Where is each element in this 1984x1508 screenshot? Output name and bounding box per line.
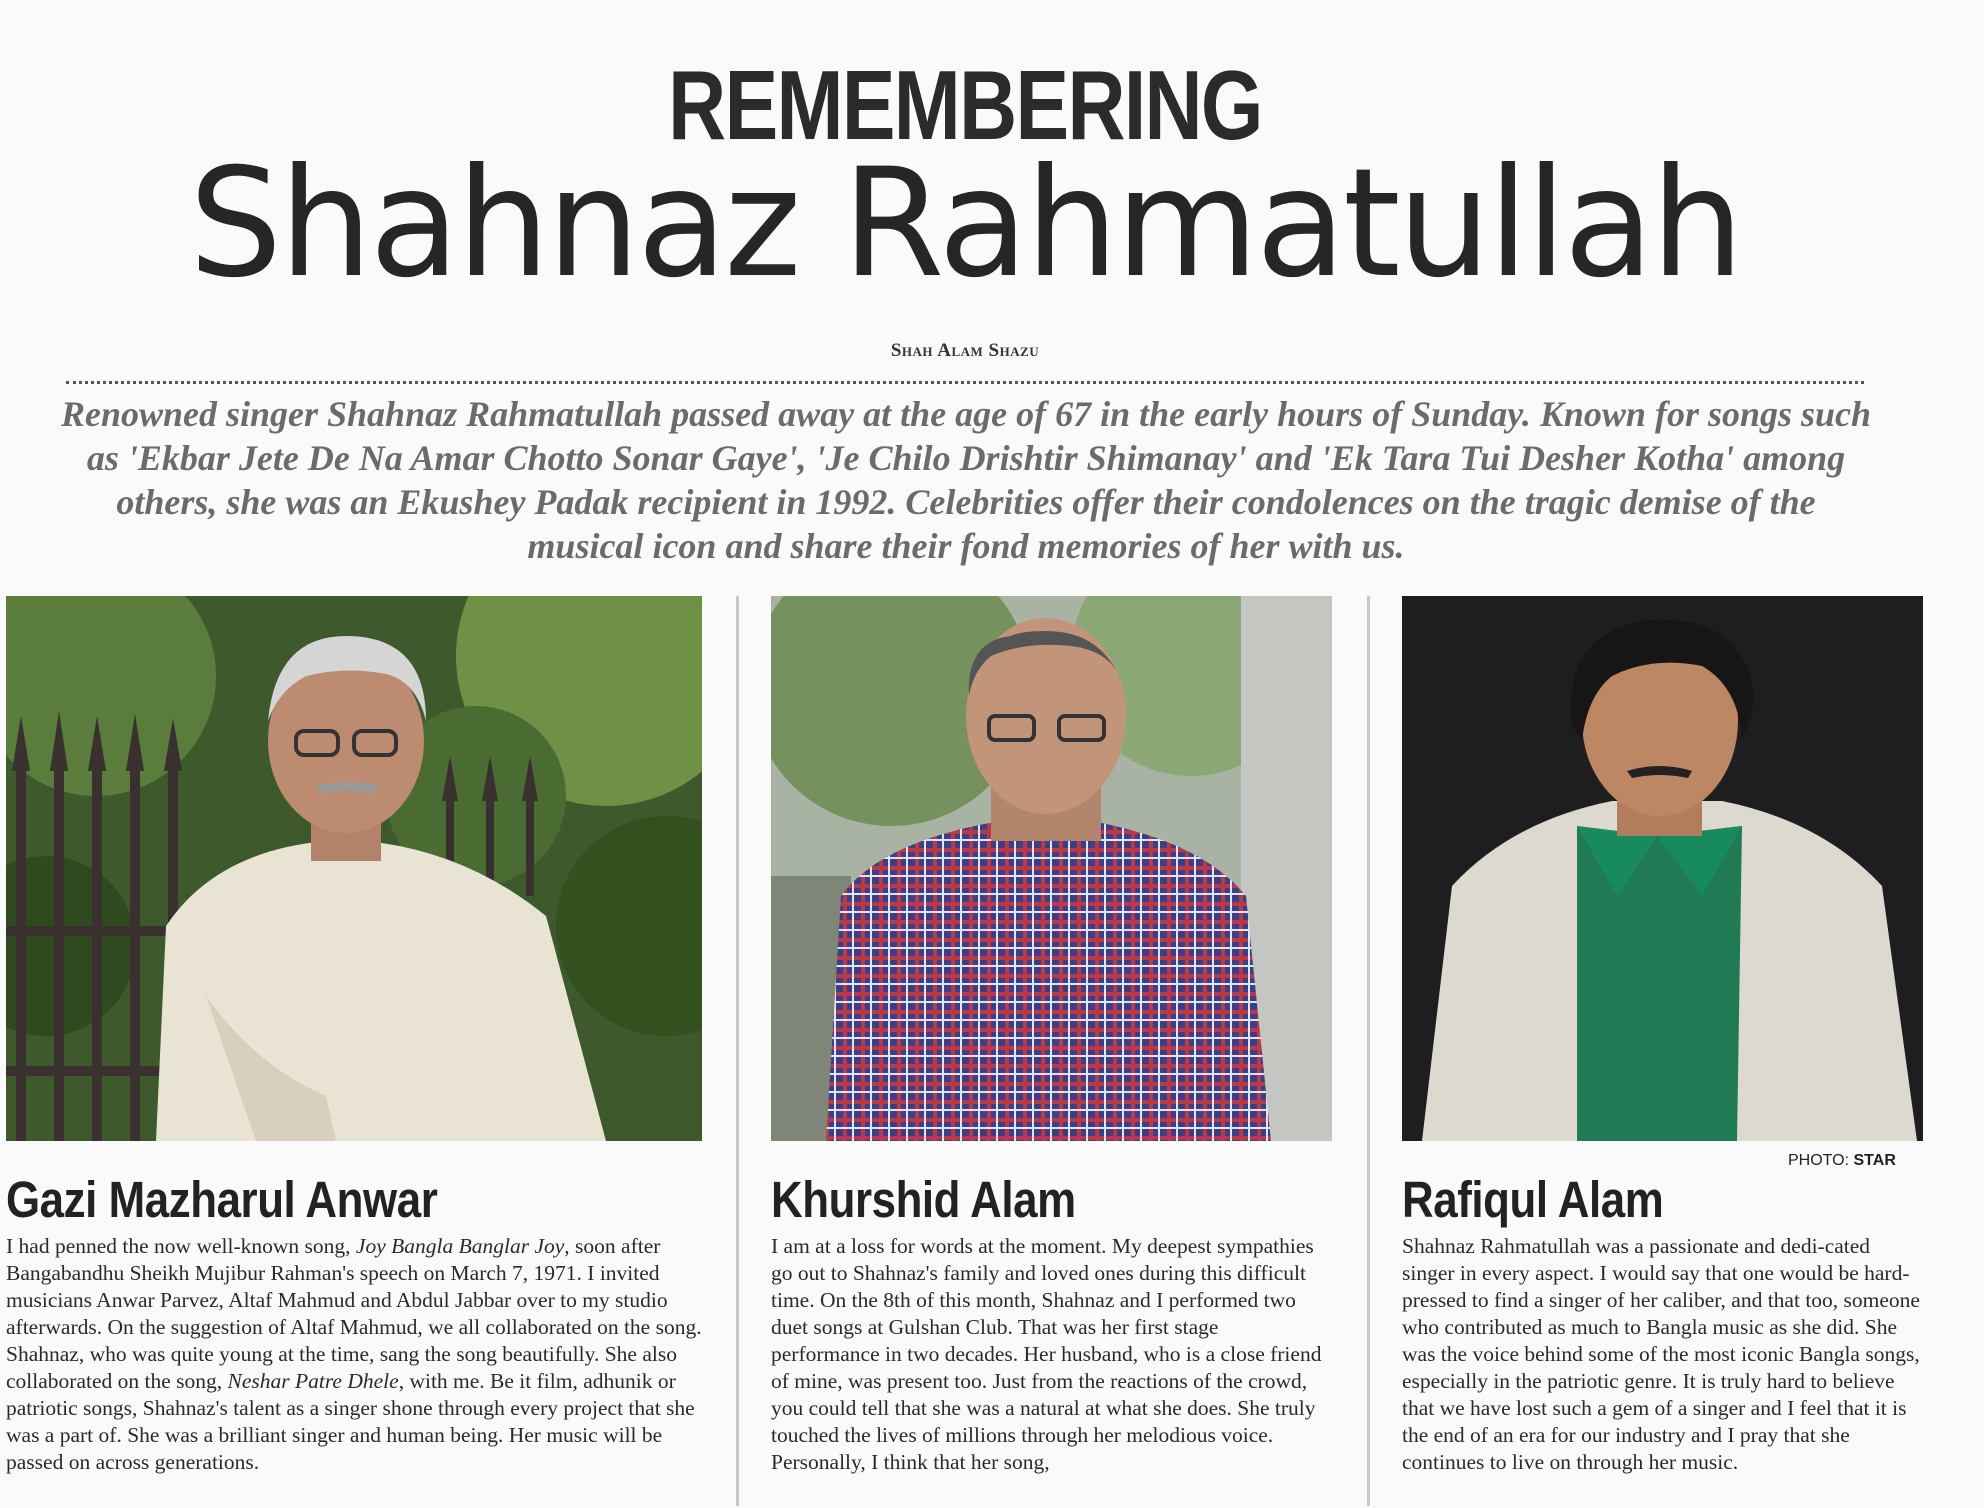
song-title: Joy Bangla Banglar Joy (355, 1234, 565, 1258)
intro-paragraph: Renowned singer Shahnaz Rahmatullah passed away at the age of 67 in the early hours of Sunday. Known for songs such as 'Ekbar Jete De Na Amar Chotto Sonar Gaye', 'Je Chilo Drishtir Shimanay' and 'Ek Tara Tui Desher Kotha' among others, she was an Ekushey Padak recipient in 1992. Celebrities offer their condolences on the tragic demise of the musical icon and share their fond memories of her with us. (60, 394, 1872, 566)
photo-credit-label: PHOTO: (1788, 1152, 1850, 1169)
kicker: REMEMBERING (668, 50, 1262, 160)
byline: Shah Alam Shazu (890, 340, 1040, 361)
tribute-body: Shahnaz Rahmatullah was a passionate and dedi-cated singer in every aspect. I would say that one would be hard-pressed to find a singer of her caliber, and that too, someone who contributed as much to Bangla music as she did. She was the voice behind some of the most iconic Bangla songs, especially in the patriotic genre. It is truly hard to believe that we have lost such a gem of a singer and I feel that it is the end of an era for our industry and I pray that she continues to live on through her music. (1402, 1234, 1920, 1474)
tribute-name: Khurshid Alam (771, 1171, 1076, 1228)
tribute-name: Rafiqul Alam (1402, 1171, 1664, 1228)
photo-rafiqul-alam (1402, 596, 1923, 1141)
photo-gazi-mazharul-anwar (6, 596, 702, 1141)
tribute-name: Gazi Mazharul Anwar (6, 1171, 438, 1228)
tribute-body-part: , soon after Bangabandhu Sheikh Mujibur Rahman's speech on March 7, 1971. I invited musicians Anwar Parvez, Altaf Mahmud and Abdul Jabbar over to my studio afterwards. On the suggestion of Altaf Mahmud, we all collaborated on the song. Shahnaz, who was quite young at the time, sang the song beautifully. She also collaborated on the song, (6, 1234, 702, 1393)
column-divider (1367, 596, 1370, 1506)
page-title: Shahnaz Rahmatullah (188, 137, 1742, 311)
column-divider (736, 596, 739, 1506)
tribute-body-part: I had penned the now well-known song, (6, 1234, 356, 1258)
dotted-divider (66, 381, 1864, 384)
photo-credit-source: STAR (1853, 1152, 1896, 1169)
photo-khurshid-alam (771, 596, 1332, 1141)
song-title: Neshar Patre Dhele (227, 1369, 399, 1393)
tribute-body (6, 1233, 702, 1476)
tribute-body: I am at a loss for words at the moment. My deepest sympathies go out to Shahnaz's family and loved ones during this difficult time. On the 8th of this month, Shahnaz and I performed two duet songs at Gulshan Club. That was her first stage performance in two decades. Her husband, who is a close friend of mine, was present too. Just from the reactions of the crowd, you could tell that she was a natural at what she does. She truly touched the lives of millions through her melodious voice. Personally, I think that her song, (771, 1234, 1322, 1474)
photo-credit (1788, 1152, 1896, 1170)
tribute-body-part: , with me. Be it film, adhunik or patriotic songs, Shahnaz's talent as a singer shone through every project that she was a part of. She was a brilliant singer and human being. Her music will be passed on across generations. (6, 1369, 695, 1474)
